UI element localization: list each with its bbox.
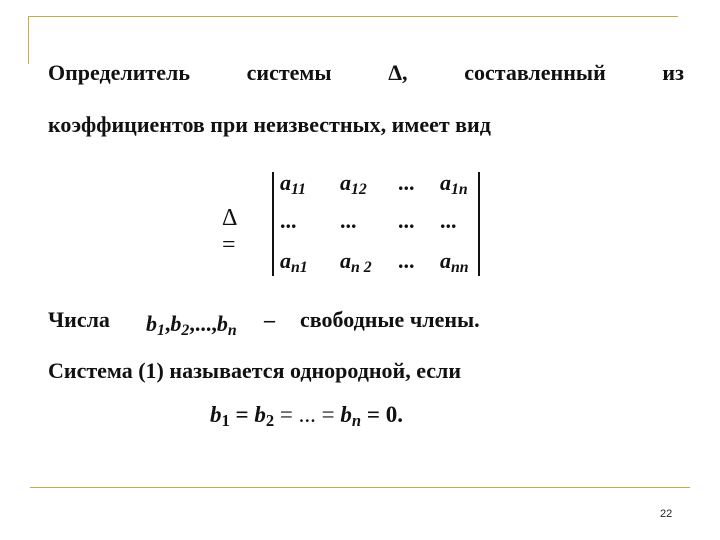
bn-var: b [216, 311, 228, 336]
matrix-cell-subscript: n 2 [351, 258, 372, 276]
free-terms-text: свободные члены. [300, 307, 480, 332]
word: Δ, [388, 60, 408, 85]
matrix-cell [398, 170, 415, 196]
matrix-cell-base: a [280, 248, 291, 273]
chisla-label: Числа [48, 307, 110, 332]
matrix-cell [440, 208, 457, 234]
paragraph-line-1 [48, 60, 684, 86]
b-sequence [146, 311, 237, 340]
matrix-cell [340, 170, 367, 199]
word: составленный [464, 60, 606, 85]
decorative-bottom-line [30, 487, 690, 488]
matrix-cell [398, 208, 415, 234]
eq-sign: = [361, 402, 386, 427]
matrix-cell [440, 170, 468, 199]
matrix-cell-base: a [340, 248, 351, 273]
bn-sub: n [227, 321, 237, 339]
eq-b2-sub: 2 [265, 411, 275, 431]
matrix-cell-base: a [280, 170, 291, 195]
matrix-cell-base: ... [398, 170, 415, 195]
matrix-cell-subscript: n1 [291, 258, 308, 276]
matrix-cell [398, 248, 415, 274]
matrix-cell [340, 248, 372, 277]
dash: – [264, 307, 275, 332]
paragraph-line-2: коэффициентов при неизвестных, имеет вид [48, 112, 491, 137]
matrix-cell [340, 208, 357, 234]
eq-zero: 0. [385, 402, 403, 427]
homogeneous-equation [210, 402, 403, 431]
matrix-cell [440, 248, 469, 277]
word: системы [246, 60, 332, 85]
matrix-cell [280, 208, 297, 234]
eq-ellipsis: = ... = [274, 402, 341, 427]
matrix-cell [280, 170, 306, 199]
eq-bn: b [340, 402, 352, 427]
determinant-left-bar [272, 172, 274, 276]
matrix-cell-base: a [440, 170, 451, 195]
eq-sign: = [229, 402, 255, 427]
word: Определитель [48, 60, 190, 85]
determinant-right-bar [478, 172, 480, 276]
eq-b1-sub: 1 [221, 411, 230, 431]
matrix-cell-subscript: 1n [451, 180, 468, 198]
matrix-cell-subscript: 12 [351, 180, 367, 198]
matrix-cell-base: a [440, 248, 451, 273]
matrix-cell [280, 248, 308, 277]
word: из [662, 60, 684, 85]
eq-b1: b [210, 402, 222, 427]
matrix-cell-base: ... [398, 248, 415, 273]
matrix-cell-base: ... [440, 208, 457, 233]
eq-b2: b [254, 402, 266, 427]
eq-bn-sub: n [351, 411, 362, 431]
homogeneous-definition: Система (1) называется однородной, если [48, 358, 462, 383]
matrix-cell-base: ... [398, 208, 415, 233]
ellipsis: ,..., [189, 311, 217, 336]
page-number: 22 [660, 508, 673, 520]
matrix-cell-subscript: nn [451, 258, 469, 276]
comma: , [164, 311, 171, 336]
b2-var: b [170, 311, 182, 336]
b1-var: b [146, 311, 157, 336]
determinant-symbol: Δ = [222, 205, 237, 258]
decorative-left-line [28, 16, 29, 64]
b2-sub: 2 [181, 321, 190, 339]
matrix-cell-base: a [340, 170, 351, 195]
matrix-cell-base: ... [280, 208, 297, 233]
decorative-top-line [28, 16, 678, 17]
matrix-cell-subscript: 11 [291, 180, 306, 198]
matrix-cell-base: ... [340, 208, 357, 233]
b1-sub: 1 [157, 321, 165, 339]
